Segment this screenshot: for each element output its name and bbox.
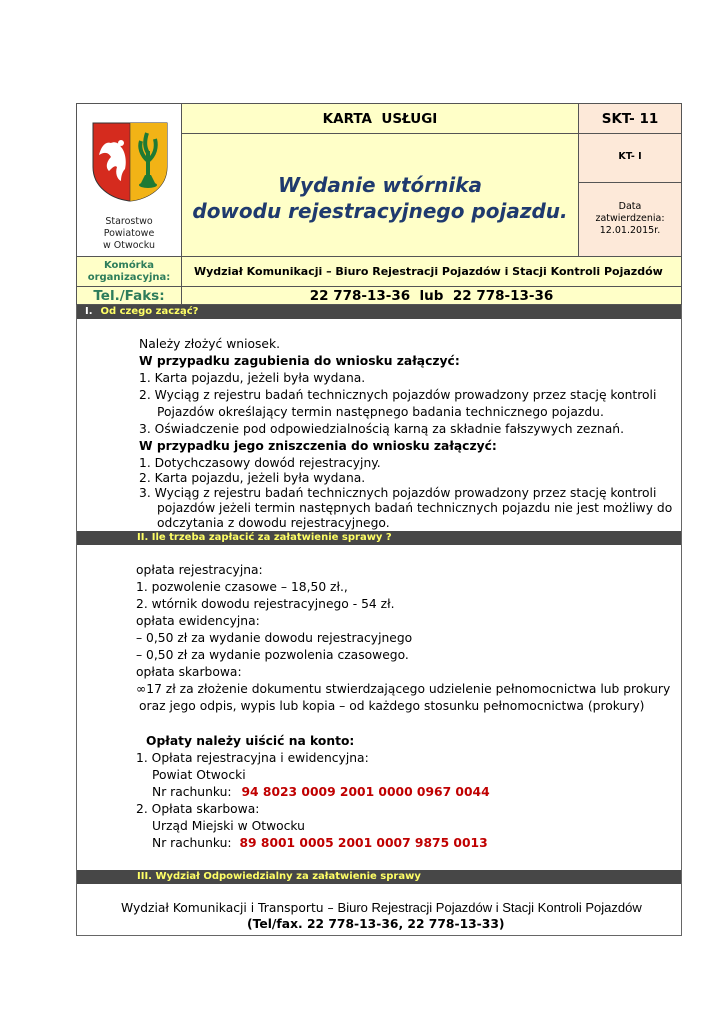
coat-of-arms-icon — [91, 121, 169, 203]
section-2-heading-bar — [77, 531, 681, 545]
responsible-department: Wydział Komunikacji i Transportu – Biuro Rejestracji Pojazdów i Stacji Kontroli Pojazdów — [121, 900, 642, 915]
phone-value: 22 778-13-36 lub 22 778-13-36 — [309, 288, 554, 304]
approval-cell — [578, 182, 682, 257]
unit-label: Komórka organizacyjna: — [87, 260, 171, 283]
fee-line: ∞17 zł za złożenie dokumentu stwierdzającego udzielenie pełnomocnictwa lub prokury — [136, 682, 671, 696]
accounts-heading: Opłaty należy uiścić na konto: — [146, 734, 355, 748]
logo-cell — [76, 103, 182, 257]
code-cell — [578, 103, 682, 134]
service-subcode: KT- I — [618, 151, 642, 162]
destroyed-item: 1. Dotychczasowy dowód rejestracyjny. — [139, 456, 381, 470]
account-2-name: Urząd Miejski w Otwocku — [152, 819, 305, 833]
section-1-number: I. — [85, 306, 93, 317]
lost-item: 1. Karta pojazdu, jeżeli była wydana. — [139, 371, 366, 385]
fee-line: opłata skarbowa: — [136, 665, 242, 679]
fee-line: – 0,50 zł za wydanie dowodu rejestracyjnego — [136, 631, 413, 645]
section-1-intro: Należy złożyć wniosek. — [139, 337, 281, 351]
fee-line: oraz jego odpis, wypis lub kopia – od każdego stosunku pełnomocnictwa (prokury) — [139, 699, 645, 713]
card-label-cell — [181, 103, 579, 134]
account-1-label: Nr rachunku: — [152, 785, 232, 799]
account-2-label: Nr rachunku: — [152, 836, 232, 850]
title-cell — [181, 133, 579, 257]
lost-item: Pojazdów określający termin następnego badania technicznego pojazdu. — [157, 405, 604, 419]
phone-label-cell — [76, 286, 182, 305]
unit-value: Wydział Komunikacji – Biuro Rejestracji Pojazdów i Stacji Kontroli Pojazdów — [194, 265, 663, 278]
logo-caption: Starostwo Powiatowe w Otwocku — [102, 216, 156, 251]
section-3-heading-bar — [77, 870, 681, 884]
lost-item: 3. Oświadczenie pod odpowiedzialnością karną za składnie fałszywych zeznań. — [139, 422, 624, 436]
section-1-heading-bar — [77, 305, 681, 319]
section-1-lost-heading: W przypadku zagubienia do wniosku załączyć: — [139, 354, 460, 368]
unit-value-cell — [181, 256, 682, 287]
subcode-cell — [578, 133, 682, 183]
account-1-row — [152, 784, 490, 801]
section-1-heading: Od czego zacząć? — [97, 306, 199, 317]
approval-info: Data zatwierdzenia: 12.01.2015r. — [579, 201, 681, 237]
destroyed-item: 3. Wyciąg z rejestru badań technicznych pojazdów prowadzony przez stację kontroli — [139, 486, 657, 500]
approval-date: 12.01.2015r. — [599, 225, 661, 236]
account-2-number[interactable]: 89 8001 0005 2001 0007 9875 0013 — [239, 836, 488, 850]
section-1-destroyed-heading: W przypadku jego zniszczenia do wniosku załączyć: — [139, 439, 497, 453]
account-1-name: Powiat Otwocki — [152, 768, 246, 782]
destroyed-item: pojazdów jeżeli termin następnych badań technicznych pojazdu nie jest możliwy do — [157, 501, 673, 515]
section-2-heading: II. Ile trzeba zapłacić za załatwienie sprawy ? — [137, 532, 392, 543]
account-2-title: 2. Opłata skarbowa: — [136, 802, 260, 816]
fee-line: opłata ewidencyjna: — [136, 614, 260, 628]
service-code: SKT- 11 — [601, 111, 659, 127]
fee-line: opłata rejestracyjna: — [136, 563, 263, 577]
phone-label: Tel./Faks: — [93, 288, 165, 304]
account-1-title: 1. Opłata rejestracyjna i ewidencyjna: — [136, 751, 369, 765]
service-title: Wydanie wtórnika dowodu rejestracyjnego pojazdu. — [192, 173, 568, 223]
section-3-heading: III. Wydział Odpowiedzialny za załatwienie sprawy — [137, 871, 421, 882]
fee-line: – 0,50 zł za wydanie pozwolenia czasowego. — [136, 648, 409, 662]
account-1-number[interactable]: 94 8023 0009 2001 0000 0967 0044 — [241, 785, 490, 799]
fee-line: 1. pozwolenie czasowe – 18,50 zł., — [136, 580, 348, 594]
fee-line: 2. wtórnik dowodu rejestracyjnego - 54 zł. — [136, 597, 395, 611]
account-2-row — [152, 835, 488, 852]
lost-item: 2. Wyciąg z rejestru badań technicznych pojazdów prowadzony przez stację kontroli — [139, 388, 657, 402]
destroyed-item: 2. Karta pojazdu, jeżeli była wydana. — [139, 471, 366, 485]
responsible-phone: (Tel/fax. 22 778-13-36, 22 778-13-33) — [247, 917, 505, 931]
destroyed-item: odczytania z dowodu rejestracyjnego. — [157, 516, 390, 530]
unit-label-cell — [76, 256, 182, 287]
phone-value-cell — [181, 286, 682, 305]
card-label: KARTA USŁUGI — [322, 111, 438, 127]
